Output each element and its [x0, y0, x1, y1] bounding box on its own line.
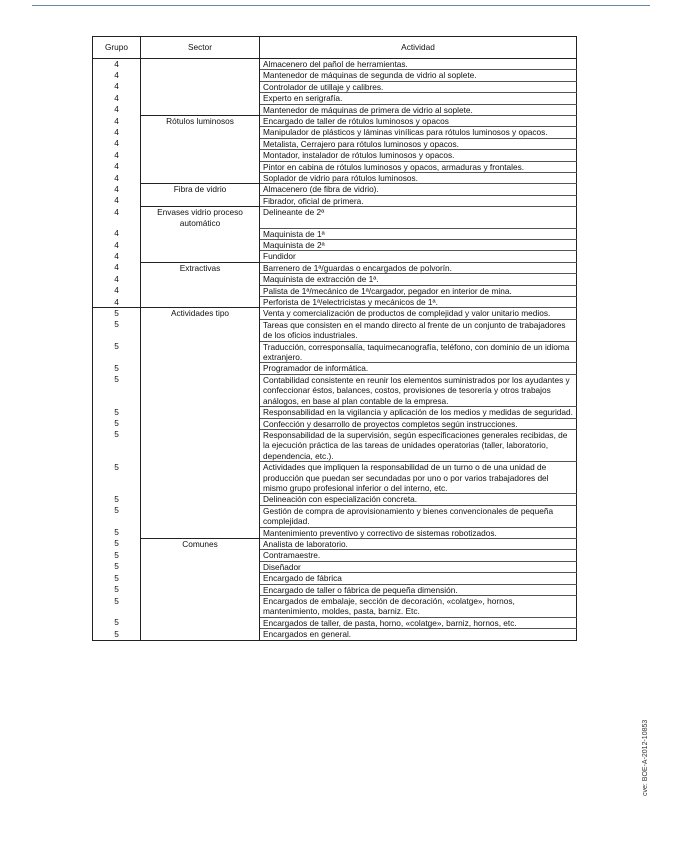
- cell-actividad: Encargado de taller de rótulos luminosos y opacos: [260, 116, 577, 127]
- cell-grupo: 4: [93, 59, 141, 70]
- cell-grupo: 5: [93, 527, 141, 538]
- table-row: [93, 374, 577, 406]
- cell-sector: [141, 617, 260, 628]
- cell-sector: [141, 629, 260, 640]
- cell-grupo: 5: [93, 584, 141, 595]
- cell-grupo: 5: [93, 561, 141, 572]
- table-row: [93, 184, 577, 195]
- classification-table: [92, 36, 577, 641]
- cell-sector: [141, 285, 260, 296]
- cell-grupo: 5: [93, 429, 141, 461]
- cell-sector: [141, 127, 260, 138]
- cell-actividad: Analista de laboratorio.: [260, 538, 577, 549]
- cell-grupo: 5: [93, 550, 141, 561]
- cell-sector: [141, 363, 260, 374]
- cell-grupo: 5: [93, 462, 141, 494]
- cell-sector: [141, 462, 260, 494]
- cell-sector: [141, 138, 260, 149]
- cell-grupo: 5: [93, 573, 141, 584]
- header-actividad: Actividad: [260, 37, 577, 59]
- cell-grupo: 4: [93, 70, 141, 81]
- table-row: [93, 116, 577, 127]
- cell-grupo: 4: [93, 138, 141, 149]
- table-row: [93, 150, 577, 161]
- header-grupo: Grupo: [93, 37, 141, 59]
- cell-sector: [141, 93, 260, 104]
- table-row: [93, 173, 577, 184]
- cell-grupo: 4: [93, 274, 141, 285]
- cell-grupo: 5: [93, 538, 141, 549]
- cell-actividad: Mantenedor de máquinas de primera de vidrio al soplete.: [260, 104, 577, 115]
- cell-sector: [141, 418, 260, 429]
- table-row: [93, 251, 577, 262]
- table-row: [93, 262, 577, 273]
- table-row: [93, 240, 577, 251]
- cell-actividad: Maquinista de 2ª: [260, 240, 577, 251]
- cell-grupo: 4: [93, 161, 141, 172]
- cell-grupo: 4: [93, 228, 141, 239]
- top-rule: [32, 5, 650, 6]
- table-row: [93, 494, 577, 505]
- table-row: [93, 274, 577, 285]
- table-row: [93, 104, 577, 115]
- cell-grupo: 4: [93, 81, 141, 92]
- table-row: [93, 561, 577, 572]
- cell-actividad: Actividades que impliquen la responsabilidad de un turno o de una unidad de producción que puedan ser secundadas por uno o por varios trabajadores del mismo grupo profesional inferior o del interno, etc.: [260, 462, 577, 494]
- cell-actividad: Diseñador: [260, 561, 577, 572]
- cell-actividad: Confección y desarrollo de proyectos completos según instrucciones.: [260, 418, 577, 429]
- cell-actividad: Maquinista de 1ª: [260, 228, 577, 239]
- table-row: [93, 138, 577, 149]
- cell-sector: [141, 319, 260, 341]
- cell-actividad: Fundidor: [260, 251, 577, 262]
- cell-grupo: 4: [93, 184, 141, 195]
- header-sector: Sector: [141, 37, 260, 59]
- cell-actividad: Tareas que consisten en el mando directo al frente de un conjunto de trabajadores de los oficios industriales.: [260, 319, 577, 341]
- cell-actividad: Delineación con especialización concreta.: [260, 494, 577, 505]
- cell-sector: [141, 550, 260, 561]
- cell-sector: [141, 505, 260, 527]
- cell-actividad: Contabilidad consistente en reunir los elementos suministrados por los ayudantes y confeccionar éstos, balances, costos, provisiones de tesorería y otros trabajos análogos, en base al plan contable de la empresa.: [260, 374, 577, 406]
- cell-actividad: Encargados de taller, de pasta, horno, «colatge», barniz, hornos, etc.: [260, 617, 577, 628]
- table-row: [93, 429, 577, 461]
- cell-sector: [141, 173, 260, 184]
- cell-actividad: Mantenedor de máquinas de segunda de vidrio al soplete.: [260, 70, 577, 81]
- cell-sector: [141, 150, 260, 161]
- table-row: [93, 596, 577, 618]
- cell-sector: [141, 81, 260, 92]
- cell-actividad: Controlador de utillaje y calibres.: [260, 81, 577, 92]
- table-row: [93, 584, 577, 595]
- cell-sector: [141, 407, 260, 418]
- cell-sector: [141, 561, 260, 572]
- cell-actividad: Venta y comercialización de productos de complejidad y valor unitario medios.: [260, 308, 577, 319]
- cell-actividad: Perforista de 1ª/electricistas y mecánicos de 1ª.: [260, 297, 577, 308]
- cell-grupo: 4: [93, 207, 141, 228]
- cell-actividad: Contramaestre.: [260, 550, 577, 561]
- table-row: [93, 341, 577, 363]
- cell-sector: [141, 374, 260, 406]
- cell-sector: [141, 596, 260, 618]
- cell-grupo: 4: [93, 240, 141, 251]
- table-row: [93, 418, 577, 429]
- cell-sector: [141, 59, 260, 70]
- cell-actividad: Almacenero del pañol de herramientas.: [260, 59, 577, 70]
- cell-grupo: 4: [93, 104, 141, 115]
- cell-sector: Comunes: [141, 538, 260, 549]
- cell-actividad: Metalista, Cerrajero para rótulos luminosos y opacos.: [260, 138, 577, 149]
- cell-grupo: 4: [93, 297, 141, 308]
- cell-actividad: Montador, instalador de rótulos luminosos y opacos.: [260, 150, 577, 161]
- table-row: [93, 70, 577, 81]
- cell-actividad: Barrenero de 1ª/guardas o encargados de polvorín.: [260, 262, 577, 273]
- cell-grupo: 5: [93, 319, 141, 341]
- cell-actividad: Encargado de taller o fábrica de pequeña dimensión.: [260, 584, 577, 595]
- table-row: [93, 505, 577, 527]
- cell-sector: [141, 195, 260, 206]
- table-row: [93, 538, 577, 549]
- table-row: [93, 285, 577, 296]
- cell-grupo: 4: [93, 285, 141, 296]
- table-row: [93, 617, 577, 628]
- cell-actividad: Almacenero (de fibra de vidrio).: [260, 184, 577, 195]
- cell-sector: [141, 161, 260, 172]
- cell-grupo: 4: [93, 262, 141, 273]
- document-id-note: cve: BOE-A-2012-10853: [642, 719, 649, 796]
- cell-sector: [141, 228, 260, 239]
- cell-actividad: Responsabilidad en la vigilancia y aplicación de los medios y medidas de seguridad.: [260, 407, 577, 418]
- cell-grupo: 4: [93, 127, 141, 138]
- cell-sector: [141, 527, 260, 538]
- table-row: [93, 93, 577, 104]
- table-row: [93, 228, 577, 239]
- table-row: [93, 550, 577, 561]
- cell-sector: Extractivas: [141, 262, 260, 273]
- cell-actividad: Programador de informática.: [260, 363, 577, 374]
- cell-sector: Fibra de vidrio: [141, 184, 260, 195]
- cell-sector: Rótulos luminosos: [141, 116, 260, 127]
- table-row: [93, 319, 577, 341]
- cell-grupo: 5: [93, 629, 141, 640]
- cell-grupo: 4: [93, 116, 141, 127]
- cell-grupo: 5: [93, 617, 141, 628]
- cell-grupo: 5: [93, 494, 141, 505]
- cell-grupo: 4: [93, 195, 141, 206]
- cell-actividad: Gestión de compra de aprovisionamiento y bienes convencionales de pequeña complejidad.: [260, 505, 577, 527]
- table-row: [93, 407, 577, 418]
- table-row: [93, 161, 577, 172]
- cell-actividad: Manipulador de plásticos y láminas vinílicas para rótulos luminosos y opacos.: [260, 127, 577, 138]
- table-row: [93, 308, 577, 319]
- cell-sector: [141, 251, 260, 262]
- table-row: [93, 462, 577, 494]
- cell-actividad: Traducción, corresponsalía, taquimecanografía, teléfono, con dominio de un idioma extranjero.: [260, 341, 577, 363]
- cell-grupo: 5: [93, 505, 141, 527]
- cell-sector: [141, 274, 260, 285]
- cell-actividad: Encargados en general.: [260, 629, 577, 640]
- table-row: [93, 363, 577, 374]
- cell-sector: [141, 494, 260, 505]
- cell-grupo: 5: [93, 407, 141, 418]
- table-row: [93, 629, 577, 640]
- cell-grupo: 4: [93, 150, 141, 161]
- cell-actividad: Encargados de embalaje, sección de decoración, «colatge», hornos, mantenimiento, moldes, pasta, barniz. Etc.: [260, 596, 577, 618]
- cell-sector: Envases vidrio proceso automático: [141, 207, 260, 228]
- cell-grupo: 5: [93, 308, 141, 319]
- cell-sector: [141, 297, 260, 308]
- cell-grupo: 5: [93, 596, 141, 618]
- table-row: [93, 297, 577, 308]
- cell-grupo: 5: [93, 374, 141, 406]
- cell-sector: [141, 341, 260, 363]
- cell-sector: [141, 104, 260, 115]
- cell-sector: Actividades tipo: [141, 308, 260, 319]
- cell-grupo: 5: [93, 341, 141, 363]
- cell-actividad: Palista de 1ª/mecánico de 1ª/cargador, pegador en interior de mina.: [260, 285, 577, 296]
- cell-sector: [141, 240, 260, 251]
- cell-actividad: Encargado de fábrica: [260, 573, 577, 584]
- cell-actividad: Fibrador, oficial de primera.: [260, 195, 577, 206]
- cell-grupo: 4: [93, 93, 141, 104]
- table-header-row: [93, 37, 577, 59]
- cell-sector: [141, 70, 260, 81]
- cell-sector: [141, 584, 260, 595]
- table-row: [93, 573, 577, 584]
- cell-actividad: Soplador de vidrio para rótulos luminosos.: [260, 173, 577, 184]
- cell-actividad: Responsabilidad de la supervisión, según especificaciones generales recibidas, de la ejecución práctica de las tareas de unidades operatorias (taller, laboratorio, dependencia, etc.).: [260, 429, 577, 461]
- cell-sector: [141, 429, 260, 461]
- classification-table-container: [92, 36, 576, 641]
- cell-grupo: 5: [93, 418, 141, 429]
- cell-actividad: Maquinista de extracción de 1ª.: [260, 274, 577, 285]
- table-row: [93, 81, 577, 92]
- cell-actividad: Mantenimiento preventivo y correctivo de sistemas robotizados.: [260, 527, 577, 538]
- table-row: [93, 207, 577, 228]
- cell-sector: [141, 573, 260, 584]
- cell-grupo: 4: [93, 251, 141, 262]
- cell-grupo: 5: [93, 363, 141, 374]
- cell-actividad: Experto en serigrafía.: [260, 93, 577, 104]
- table-row: [93, 127, 577, 138]
- cell-actividad: Pintor en cabina de rótulos luminosos y opacos, armaduras y frontales.: [260, 161, 577, 172]
- cell-actividad: Delineante de 2ª: [260, 207, 577, 228]
- table-row: [93, 527, 577, 538]
- cell-grupo: 4: [93, 173, 141, 184]
- table-row: [93, 59, 577, 70]
- table-row: [93, 195, 577, 206]
